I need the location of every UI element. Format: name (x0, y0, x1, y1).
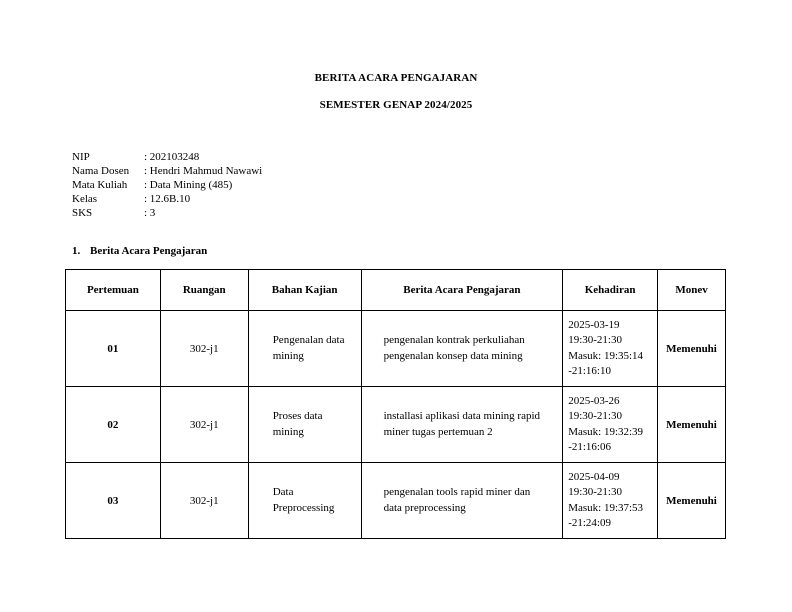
info-label: NIP (72, 151, 90, 163)
bahan-line: mining (272, 349, 304, 362)
info-row-kelas (72, 192, 262, 206)
bahan-line: Data (272, 486, 294, 498)
column-header-kehadiran: Kehadiran (563, 270, 658, 311)
cell-ruangan: 302-j1 (160, 387, 248, 463)
info-row-mata-kuliah (72, 178, 262, 192)
kehadiran-schedule: 19:30-21:30 (568, 334, 622, 346)
column-header-monev: Monev (658, 270, 726, 311)
section-title: Berita Acara Pengajaran (90, 245, 208, 257)
cell-bahan-kajian (248, 463, 361, 539)
kehadiran-checkin: Masuk: 19:37:53 (568, 501, 644, 514)
berita-line: miner tugas pertemuan 2 (383, 425, 493, 438)
column-header-pertemuan: Pertemuan (66, 270, 161, 311)
bahan-line: Proses data (272, 410, 323, 422)
kehadiran-schedule: 19:30-21:30 (568, 410, 622, 422)
cell-pertemuan: 01 (66, 311, 161, 387)
table-row (66, 387, 726, 463)
info-label: Kelas (72, 193, 98, 205)
kehadiran-checkout: -21:24:09 (568, 517, 611, 529)
info-value: : 12.6B.10 (144, 193, 191, 205)
kehadiran-checkout: -21:16:06 (568, 441, 611, 453)
cell-berita-acara (361, 463, 563, 539)
berita-line: pengenalan konsep data mining (383, 349, 523, 362)
cell-berita-acara (361, 387, 563, 463)
berita-line: installasi aplikasi data mining rapid (383, 410, 541, 422)
bahan-line: Pengenalan data (272, 334, 345, 346)
cell-kehadiran (563, 311, 658, 387)
bahan-line: mining (272, 425, 304, 438)
cell-pertemuan: 03 (66, 463, 161, 539)
kehadiran-date: 2025-03-19 (568, 318, 620, 331)
cell-kehadiran (563, 387, 658, 463)
cell-monev: Memenuhi (658, 387, 726, 463)
kehadiran-checkin: Masuk: 19:32:39 (568, 425, 644, 438)
berita-line: pengenalan tools rapid miner dan (383, 486, 531, 498)
bahan-line: Preprocessing (272, 501, 335, 514)
berita-line: pengenalan kontrak perkuliahan (383, 334, 525, 346)
cell-ruangan: 302-j1 (160, 311, 248, 387)
info-value: : 202103248 (144, 151, 200, 163)
cell-monev: Memenuhi (658, 463, 726, 539)
info-label: Mata Kuliah (72, 179, 128, 191)
info-row-nama-dosen (72, 164, 262, 178)
table-row (66, 463, 726, 539)
column-header-berita-acara: Berita Acara Pengajaran (361, 270, 563, 311)
document-title: BERITA ACARA PENGAJARAN (314, 72, 478, 84)
teaching-record-table (65, 269, 726, 539)
kehadiran-date: 2025-03-26 (568, 394, 620, 407)
cell-ruangan: 302-j1 (160, 463, 248, 539)
info-value: : Hendri Mahmud Nawawi (144, 165, 263, 177)
cell-monev: Memenuhi (658, 311, 726, 387)
kehadiran-checkin: Masuk: 19:35:14 (568, 349, 644, 362)
cell-bahan-kajian (248, 311, 361, 387)
info-label: Nama Dosen (72, 165, 130, 177)
kehadiran-date: 2025-04-09 (568, 470, 620, 483)
info-row-sks (72, 206, 262, 220)
kehadiran-checkout: -21:16:10 (568, 365, 611, 377)
lecturer-info (72, 150, 262, 220)
cell-bahan-kajian (248, 387, 361, 463)
info-value: : Data Mining (485) (144, 179, 233, 191)
table-header-row (66, 270, 726, 311)
cell-kehadiran (563, 463, 658, 539)
column-header-ruangan: Ruangan (160, 270, 248, 311)
info-label: SKS (72, 207, 93, 219)
document-subtitle: SEMESTER GENAP 2024/2025 (319, 99, 473, 111)
column-header-bahan-kajian: Bahan Kajian (248, 270, 361, 311)
section-number: 1. (72, 245, 81, 257)
cell-berita-acara (361, 311, 563, 387)
info-row-nip (72, 150, 262, 164)
kehadiran-schedule: 19:30-21:30 (568, 486, 622, 498)
table-row (66, 311, 726, 387)
info-value: : 3 (144, 207, 156, 219)
section-heading (72, 245, 207, 257)
cell-pertemuan: 02 (66, 387, 161, 463)
berita-line: data preprocessing (383, 501, 466, 514)
